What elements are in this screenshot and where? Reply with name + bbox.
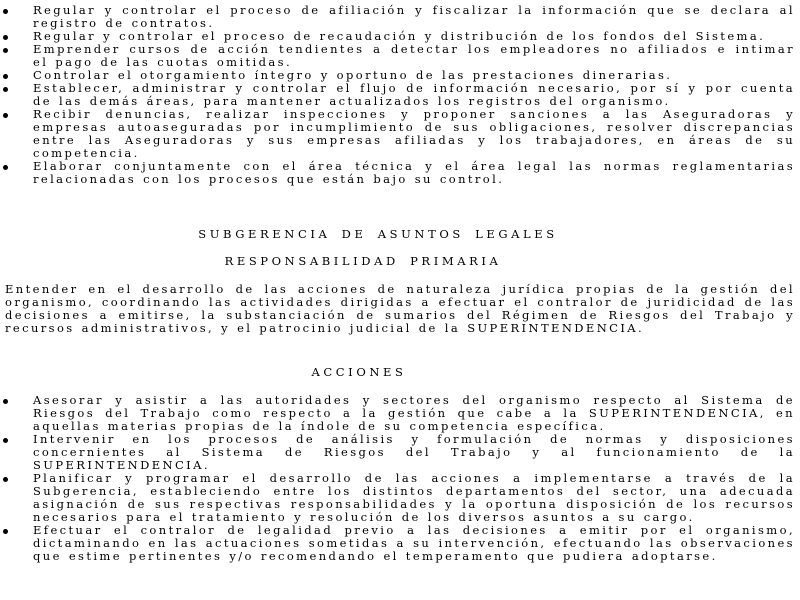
- bullet-icon: [3, 113, 8, 118]
- list-item: [0, 108, 800, 160]
- list-item: [0, 43, 800, 69]
- list-item-text: Efectuar el contralor de legalidad previo a las decisiones a emitir por el organismo, dictaminando en las actuaciones sometidas a su intervención, efectuando las observaciones que estime pertinentes y/o recomendando el temperamento que pudiera adoptarse.: [33, 523, 795, 563]
- list-item: [0, 472, 800, 524]
- list-item-text: Recibir denuncias, realizar inspecciones y proponer sanciones a las Aseguradoras y empresas autoaseguradas por incumplimiento de sus obligaciones, resolver discrepancias entre las Aseguradoras y sus empresas afiliadas y los trabajadores, en áreas de su competencia.: [33, 107, 795, 160]
- list-item-text: Asesorar y asistir a las autoridades y sectores del organismo respecto al Sistema de Riesgos del Trabajo como respecto a la gestión que cabe a la SUPERINTENDENCIA, en aquellas materias propias de la índole de su competencia específica.: [33, 393, 795, 433]
- bullet-icon: [3, 48, 8, 53]
- actions-title: ACCIONES: [311, 365, 407, 379]
- responsibility-paragraph: Entender en el desarrollo de las acciones de naturaleza jurídica propias de la gestión del organismo, coordinando las actividades dirigidas a efectuar el contralor de juridicidad de las decisiones a emitirse, la substanciación de sumarios del Régimen de Riesgos del Trabajo y recursos administrativos, y el patrocinio judicial de la SUPERINTENDENCIA.: [5, 282, 795, 335]
- list-item-text: Regular y controlar el proceso de recaudación y distribución de los fondos del Sistema.: [33, 29, 766, 43]
- list-item-text: Establecer, administrar y controlar el flujo de información necesario, por sí y por cuenta de las demás áreas, para mantener actualizados los registros del organismo.: [33, 81, 795, 108]
- bullet-icon: [3, 438, 8, 443]
- bullet-icon: [3, 165, 8, 170]
- list-item: [0, 524, 800, 563]
- list-item: [0, 394, 800, 433]
- functions-list: [0, 4, 800, 186]
- section-title: SUBGERENCIA DE ASUNTOS LEGALES: [198, 227, 558, 241]
- list-item-text: Emprender cursos de acción tendientes a detectar los empleadores no afiliados e intimar el pago de las cuotas omitidas.: [33, 42, 795, 69]
- list-item: [0, 160, 800, 186]
- list-item-text: Regular y controlar el proceso de afiliación y fiscalizar la información que se declara al registro de contratos.: [33, 3, 795, 30]
- responsibility-title: RESPONSABILIDAD PRIMARIA: [224, 254, 502, 268]
- bullet-icon: [3, 529, 8, 534]
- list-item-text: Planificar y programar el desarrollo de las acciones a implementarse a través de la Subgerencia, estableciendo entre los distintos departamentos del sector, una adecuada asignación de sus respectivas responsabilidades y la oportuna disposición de los recursos necesarios para el tratamiento y resolución de los diversos asuntos a su cargo.: [33, 471, 795, 524]
- bullet-icon: [3, 399, 8, 404]
- list-item: [0, 82, 800, 108]
- bullet-icon: [3, 477, 8, 482]
- bullet-icon: [3, 74, 8, 79]
- list-item: [0, 4, 800, 30]
- list-item: [0, 433, 800, 472]
- bullet-icon: [3, 35, 8, 40]
- actions-list: [0, 394, 800, 563]
- list-item-text: Elaborar conjuntamente con el área técnica y el área legal las normas reglamentarias relacionadas con los procesos que están bajo su control.: [33, 159, 795, 186]
- bullet-icon: [3, 87, 8, 92]
- bullet-icon: [3, 9, 8, 14]
- list-item-text: Controlar el otorgamiento íntegro y oportuno de las prestaciones dinerarias.: [33, 68, 673, 82]
- list-item-text: Intervenir en los procesos de análisis y formulación de normas y disposiciones concernientes al Sistema de Riesgos del Trabajo y al funcionamiento de la SUPERINTENDENCIA.: [33, 432, 795, 472]
